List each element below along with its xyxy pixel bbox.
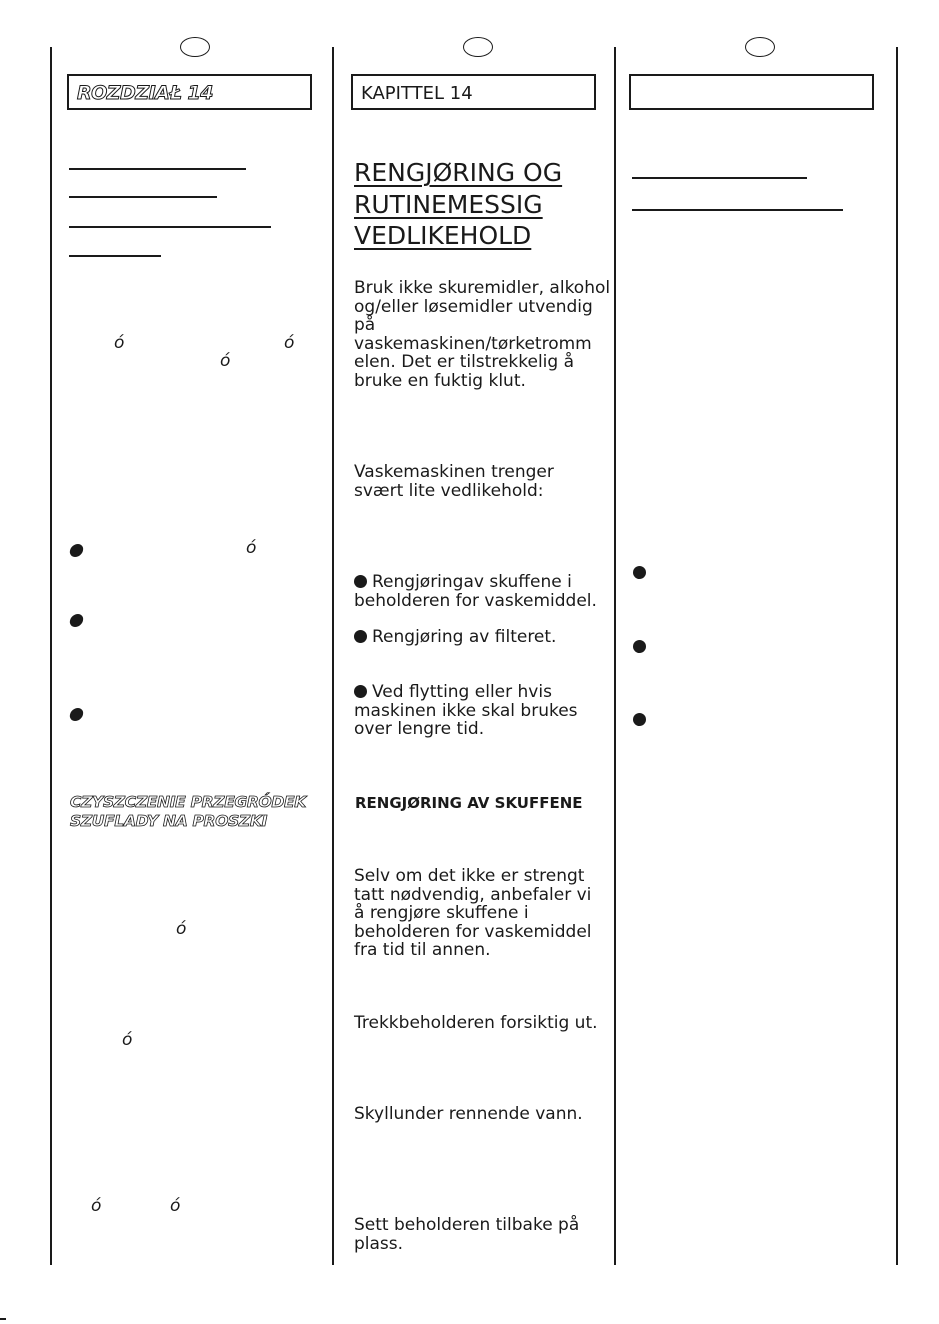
text-line: vaskemaskinen/tørketromm	[354, 333, 592, 354]
text-line: svært lite vedlikehold:	[354, 480, 544, 501]
text-line: Bruk ikke skuremidler, alkohol	[354, 278, 611, 298]
accent-glyph: ó	[114, 333, 125, 353]
text-line: fra tid til annen.	[354, 940, 491, 960]
crop-mark	[0, 1318, 6, 1320]
section-heading	[354, 157, 562, 252]
bullet-icon	[354, 630, 367, 643]
heading-rule	[632, 177, 807, 179]
bullet-icon	[633, 640, 646, 653]
heading-line: RENGJØRING OG	[354, 158, 563, 187]
text-line: beholderen for vaskemiddel	[354, 921, 592, 942]
text-line: elen. Det er tilstrekkelig å	[354, 352, 575, 372]
step-text: Skyllunder rennende vann.	[354, 1104, 583, 1124]
accent-glyph: ó	[170, 1196, 181, 1216]
text-line: beholderen for vaskemiddel.	[354, 590, 597, 611]
text-line: plass.	[354, 1233, 404, 1254]
text-line: Vaskemaskinen trenger	[354, 462, 554, 482]
bullet-icon	[69, 544, 85, 557]
bullet-icon	[354, 685, 367, 698]
bullet-icon	[69, 708, 85, 721]
bullet-icon	[354, 575, 367, 588]
bullet-item	[354, 573, 597, 610]
text-line: Selv om det ikke er strengt	[354, 866, 585, 886]
heading-line: RUTINEMESSIG	[354, 189, 543, 219]
accent-glyph: ó	[176, 919, 187, 939]
heading-rule	[69, 168, 246, 170]
step-text: Trekkbeholderen forsiktig ut.	[354, 1013, 598, 1033]
maintenance-paragraph	[354, 463, 554, 500]
text-line: Ved flytting eller hvis	[372, 682, 552, 702]
heading-rule	[69, 226, 271, 228]
heading-rule	[69, 196, 217, 198]
heading-rule	[632, 209, 843, 211]
text-line: på	[354, 315, 376, 335]
language-badge	[180, 37, 210, 57]
accent-glyph: ó	[220, 351, 231, 371]
section-subheading: RENGJØRING AV SKUFFENE	[355, 794, 583, 812]
column-divider	[50, 47, 52, 1265]
accent-glyph: ó	[246, 538, 257, 558]
bullet-item	[354, 628, 556, 647]
bullet-icon	[69, 614, 85, 627]
intro-paragraph	[354, 279, 610, 390]
text-line: over lengre tid.	[354, 719, 485, 739]
column-divider	[896, 47, 898, 1265]
accent-glyph: ó	[91, 1196, 102, 1216]
text-line: maskinen ikke skal brukes	[354, 700, 578, 721]
heading-line: VEDLIKEHOLD	[354, 221, 532, 250]
text-line: Rengjøring av filteret.	[372, 627, 557, 647]
accent-glyph: ó	[122, 1030, 133, 1050]
text-line: og/eller løsemidler utvendig	[354, 296, 593, 317]
column-divider	[332, 47, 334, 1265]
heading-rule	[69, 255, 161, 257]
language-badge	[463, 37, 493, 57]
column-divider	[614, 47, 616, 1265]
text-line: å rengjøre skuffene i	[354, 903, 529, 923]
step-text	[354, 1216, 579, 1253]
language-badge	[745, 37, 775, 57]
accent-glyph: ó	[284, 333, 295, 353]
text-line: Sett beholderen tilbake på	[354, 1215, 580, 1235]
subheading-line: SZUFLADY NA PROSZKI	[70, 812, 268, 830]
chapter-title: ROZDZIAŁ 14	[77, 82, 213, 104]
subheading-line: CZYSZCZENIE PRZEGRÓDEK	[70, 793, 306, 811]
chapter-box	[629, 74, 874, 110]
text-line: Rengjøringav skuffene i	[372, 572, 572, 592]
bullet-icon	[633, 566, 646, 579]
text-line: tatt nødvendig, anbefaler vi	[354, 884, 592, 905]
text-line: bruke en fuktig klut.	[354, 370, 526, 391]
bullet-icon	[633, 713, 646, 726]
bullet-item	[354, 683, 578, 739]
cleaning-paragraph	[354, 867, 592, 960]
section-subheading	[70, 793, 306, 831]
chapter-title: KAPITTEL 14	[361, 83, 473, 104]
chapter-box	[67, 74, 312, 110]
chapter-box	[351, 74, 596, 110]
